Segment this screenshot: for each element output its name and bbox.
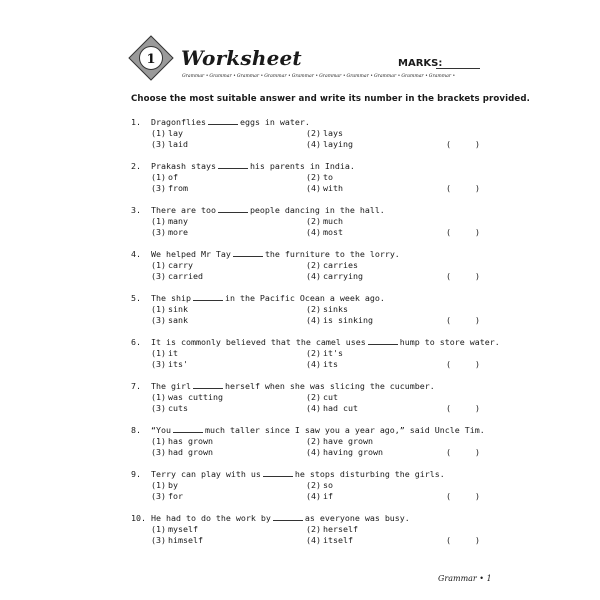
- stem-before: There are too: [151, 205, 216, 215]
- option-number: (3): [151, 183, 166, 193]
- answer-blank: [233, 249, 263, 257]
- option-number: (3): [151, 139, 166, 149]
- option-number: (2): [306, 172, 321, 182]
- answer-bracket-close: ): [475, 227, 480, 237]
- answer-bracket-close: ): [475, 315, 480, 325]
- option-text: lay: [168, 128, 183, 138]
- option-number: (3): [151, 491, 166, 501]
- answer-option: [306, 271, 363, 282]
- question-number: 9.: [131, 469, 141, 479]
- option-text: it: [168, 348, 178, 358]
- option-number: (1): [151, 128, 166, 138]
- grammar-strip-word: Grammar •: [401, 74, 428, 79]
- answer-bracket-close: ): [475, 359, 480, 369]
- stem-before: He had to do the work by: [151, 513, 271, 523]
- answer-option: [151, 304, 188, 315]
- question-stem: [151, 425, 485, 436]
- grammar-strip-word: Grammar •: [264, 74, 291, 79]
- option-text: carry: [168, 260, 193, 270]
- answer-blank: [218, 205, 248, 213]
- option-text: with: [323, 183, 343, 193]
- option-text: sank: [168, 315, 188, 325]
- answer-option: [306, 227, 343, 238]
- option-number: (2): [306, 260, 321, 270]
- stem-before: Prakash stays: [151, 161, 216, 171]
- answer-bracket-close: ): [475, 447, 480, 457]
- question-number: 4.: [131, 249, 141, 259]
- answer-option: [151, 447, 213, 458]
- answer-option: [306, 524, 358, 535]
- option-text: to: [323, 172, 333, 182]
- question-number: 10.: [131, 513, 146, 523]
- answer-bracket-close: ): [475, 403, 480, 413]
- grammar-strip-word: Grammar •: [291, 74, 319, 79]
- stem-after: much taller since I saw you a year ago,” said Uncle Tim.: [204, 425, 485, 435]
- option-number: (4): [306, 403, 321, 413]
- answer-option: [306, 491, 333, 502]
- answer-option: [151, 524, 198, 535]
- grammar-strip-word: Grammar •: [373, 74, 401, 79]
- answer-bracket-close: ): [475, 271, 480, 281]
- answer-blank: [193, 293, 223, 301]
- question-number: 1.: [131, 117, 141, 127]
- option-number: (1): [151, 524, 166, 534]
- answer-option: [306, 183, 343, 194]
- option-number: (4): [306, 491, 321, 501]
- answer-option: [151, 315, 188, 326]
- answer-option: [151, 403, 188, 414]
- answer-blank: [368, 337, 398, 345]
- option-number: (3): [151, 359, 166, 369]
- answer-option: [306, 392, 338, 403]
- answer-option: [151, 260, 193, 271]
- option-text: carries: [323, 260, 358, 270]
- answer-option: [306, 436, 373, 447]
- question-number: 6.: [131, 337, 141, 347]
- question-number: 3.: [131, 205, 141, 215]
- answer-bracket-open: (: [446, 447, 451, 457]
- answer-option: [151, 480, 178, 491]
- answer-bracket-open: (: [446, 491, 451, 501]
- marks-line: [436, 68, 480, 69]
- option-text: laying: [323, 139, 353, 149]
- stem-before: We helped Mr Tay: [151, 249, 231, 259]
- answer-option: [151, 359, 188, 370]
- stem-before: Terry can play with us: [151, 469, 261, 479]
- answer-option: [151, 271, 203, 282]
- answer-option: [306, 139, 353, 150]
- answer-option: [306, 447, 383, 458]
- question-stem: [151, 161, 355, 172]
- option-number: (4): [306, 535, 321, 545]
- option-text: laid: [168, 139, 188, 149]
- option-number: (3): [151, 227, 166, 237]
- answer-option: [151, 172, 178, 183]
- answer-bracket-open: (: [446, 315, 451, 325]
- option-number: (1): [151, 392, 166, 402]
- answer-option: [151, 139, 188, 150]
- answer-blank: [193, 381, 223, 389]
- option-number: (2): [306, 436, 321, 446]
- option-number: (1): [151, 172, 166, 182]
- option-text: herself: [323, 524, 358, 534]
- answer-bracket-open: (: [446, 535, 451, 545]
- option-text: of: [168, 172, 178, 182]
- grammar-strip-word: Grammar •: [236, 74, 264, 79]
- option-text: much: [323, 216, 343, 226]
- answer-option: [306, 304, 348, 315]
- option-text: is sinking: [323, 315, 373, 325]
- option-number: (1): [151, 480, 166, 490]
- answer-option: [306, 348, 343, 359]
- option-text: himself: [168, 535, 203, 545]
- worksheet-number-badge: [128, 35, 174, 81]
- stem-after: people dancing in the hall.: [249, 205, 385, 215]
- answer-option: [306, 172, 333, 183]
- grammar-strip-word: Grammar •: [319, 74, 346, 79]
- stem-after: the furniture to the lorry.: [264, 249, 400, 259]
- stem-before: The ship: [151, 293, 191, 303]
- question-stem: [151, 249, 400, 260]
- option-number: (4): [306, 271, 321, 281]
- option-text: had cut: [323, 403, 358, 413]
- option-number: (4): [306, 447, 321, 457]
- answer-bracket-open: (: [446, 403, 451, 413]
- option-number: (1): [151, 304, 166, 314]
- option-number: (2): [306, 392, 321, 402]
- option-number: (1): [151, 260, 166, 270]
- stem-before: Dragonflies: [151, 117, 206, 127]
- grammar-strip-word: Grammar •: [428, 74, 456, 79]
- option-text: carrying: [323, 271, 363, 281]
- stem-after: he stops disturbing the girls.: [294, 469, 445, 479]
- option-number: (1): [151, 436, 166, 446]
- answer-bracket-open: (: [446, 183, 451, 193]
- answer-blank: [208, 117, 238, 125]
- question-number: 7.: [131, 381, 141, 391]
- option-number: (4): [306, 359, 321, 369]
- question-number: 8.: [131, 425, 141, 435]
- question-stem: [151, 337, 500, 348]
- question-stem: [151, 205, 385, 216]
- grammar-strip-word: Grammar •: [209, 74, 236, 79]
- option-text: cuts: [168, 403, 188, 413]
- option-number: (2): [306, 304, 321, 314]
- answer-option: [306, 260, 358, 271]
- option-text: its': [168, 359, 188, 369]
- option-number: (3): [151, 315, 166, 325]
- answer-option: [306, 535, 353, 546]
- question-number: 5.: [131, 293, 141, 303]
- answer-option: [306, 480, 333, 491]
- option-number: (2): [306, 348, 321, 358]
- option-number: (1): [151, 348, 166, 358]
- answer-bracket-close: ): [475, 491, 480, 501]
- option-text: having grown: [323, 447, 383, 457]
- option-text: lays: [323, 128, 343, 138]
- answer-option: [151, 128, 183, 139]
- option-text: cut: [323, 392, 338, 402]
- option-text: carried: [168, 271, 203, 281]
- question-stem: [151, 117, 310, 128]
- option-number: (4): [306, 227, 321, 237]
- answer-blank: [263, 469, 293, 477]
- option-text: most: [323, 227, 343, 237]
- option-text: if: [323, 491, 333, 501]
- stem-after: hump to store water.: [399, 337, 500, 347]
- question-stem: [151, 293, 385, 304]
- option-number: (3): [151, 403, 166, 413]
- option-text: had grown: [168, 447, 213, 457]
- question-number: 2.: [131, 161, 141, 171]
- answer-option: [306, 359, 338, 370]
- option-number: (2): [306, 216, 321, 226]
- instruction-text: Choose the most suitable answer and write its number in the brackets provided.: [131, 94, 530, 104]
- answer-bracket-open: (: [446, 359, 451, 369]
- answer-bracket-open: (: [446, 139, 451, 149]
- stem-before: It is commonly believed that the camel uses: [151, 337, 366, 347]
- option-text: from: [168, 183, 188, 193]
- option-text: its: [323, 359, 338, 369]
- option-number: (4): [306, 183, 321, 193]
- option-text: have grown: [323, 436, 373, 446]
- stem-before: The girl: [151, 381, 191, 391]
- option-number: (3): [151, 447, 166, 457]
- option-number: (2): [306, 480, 321, 490]
- marks-label: MARKS:: [398, 58, 443, 69]
- option-text: it's: [323, 348, 343, 358]
- worksheet-title: Worksheet: [181, 46, 302, 70]
- answer-bracket-open: (: [446, 227, 451, 237]
- stem-after: in the Pacific Ocean a week ago.: [224, 293, 385, 303]
- option-number: (4): [306, 139, 321, 149]
- grammar-strip: [182, 72, 478, 81]
- option-text: itself: [323, 535, 353, 545]
- answer-blank: [173, 425, 203, 433]
- answer-bracket-close: ): [475, 183, 480, 193]
- answer-option: [151, 392, 223, 403]
- option-text: for: [168, 491, 183, 501]
- answer-option: [151, 535, 203, 546]
- answer-option: [151, 227, 188, 238]
- answer-option: [306, 403, 358, 414]
- grammar-strip-word: Grammar •: [182, 74, 209, 79]
- option-text: sink: [168, 304, 188, 314]
- stem-after: eggs in water.: [239, 117, 310, 127]
- option-number: (3): [151, 271, 166, 281]
- option-text: so: [323, 480, 333, 490]
- answer-option: [306, 128, 343, 139]
- answer-blank: [273, 513, 303, 521]
- option-text: many: [168, 216, 188, 226]
- option-number: (2): [306, 128, 321, 138]
- worksheet-number: 1: [146, 52, 156, 67]
- answer-blank: [218, 161, 248, 169]
- answer-option: [151, 436, 213, 447]
- question-stem: [151, 381, 435, 392]
- page-footer: Grammar • 1: [438, 574, 492, 583]
- answer-bracket-close: ): [475, 535, 480, 545]
- option-number: (2): [306, 524, 321, 534]
- answer-option: [151, 491, 183, 502]
- answer-option: [151, 183, 188, 194]
- question-stem: [151, 469, 445, 480]
- answer-option: [151, 216, 188, 227]
- answer-option: [306, 216, 343, 227]
- answer-option: [151, 348, 178, 359]
- option-text: was cutting: [168, 392, 223, 402]
- option-number: (3): [151, 535, 166, 545]
- stem-before: “You: [151, 425, 171, 435]
- stem-after: as everyone was busy.: [304, 513, 410, 523]
- question-stem: [151, 513, 410, 524]
- stem-after: his parents in India.: [249, 161, 355, 171]
- grammar-strip-word: Grammar •: [346, 74, 373, 79]
- option-text: myself: [168, 524, 198, 534]
- option-text: sinks: [323, 304, 348, 314]
- option-text: more: [168, 227, 188, 237]
- option-number: (4): [306, 315, 321, 325]
- option-text: by: [168, 480, 178, 490]
- answer-bracket-close: ): [475, 139, 480, 149]
- stem-after: herself when she was slicing the cucumber.: [224, 381, 435, 391]
- answer-bracket-open: (: [446, 271, 451, 281]
- option-number: (1): [151, 216, 166, 226]
- option-text: has grown: [168, 436, 213, 446]
- answer-option: [306, 315, 373, 326]
